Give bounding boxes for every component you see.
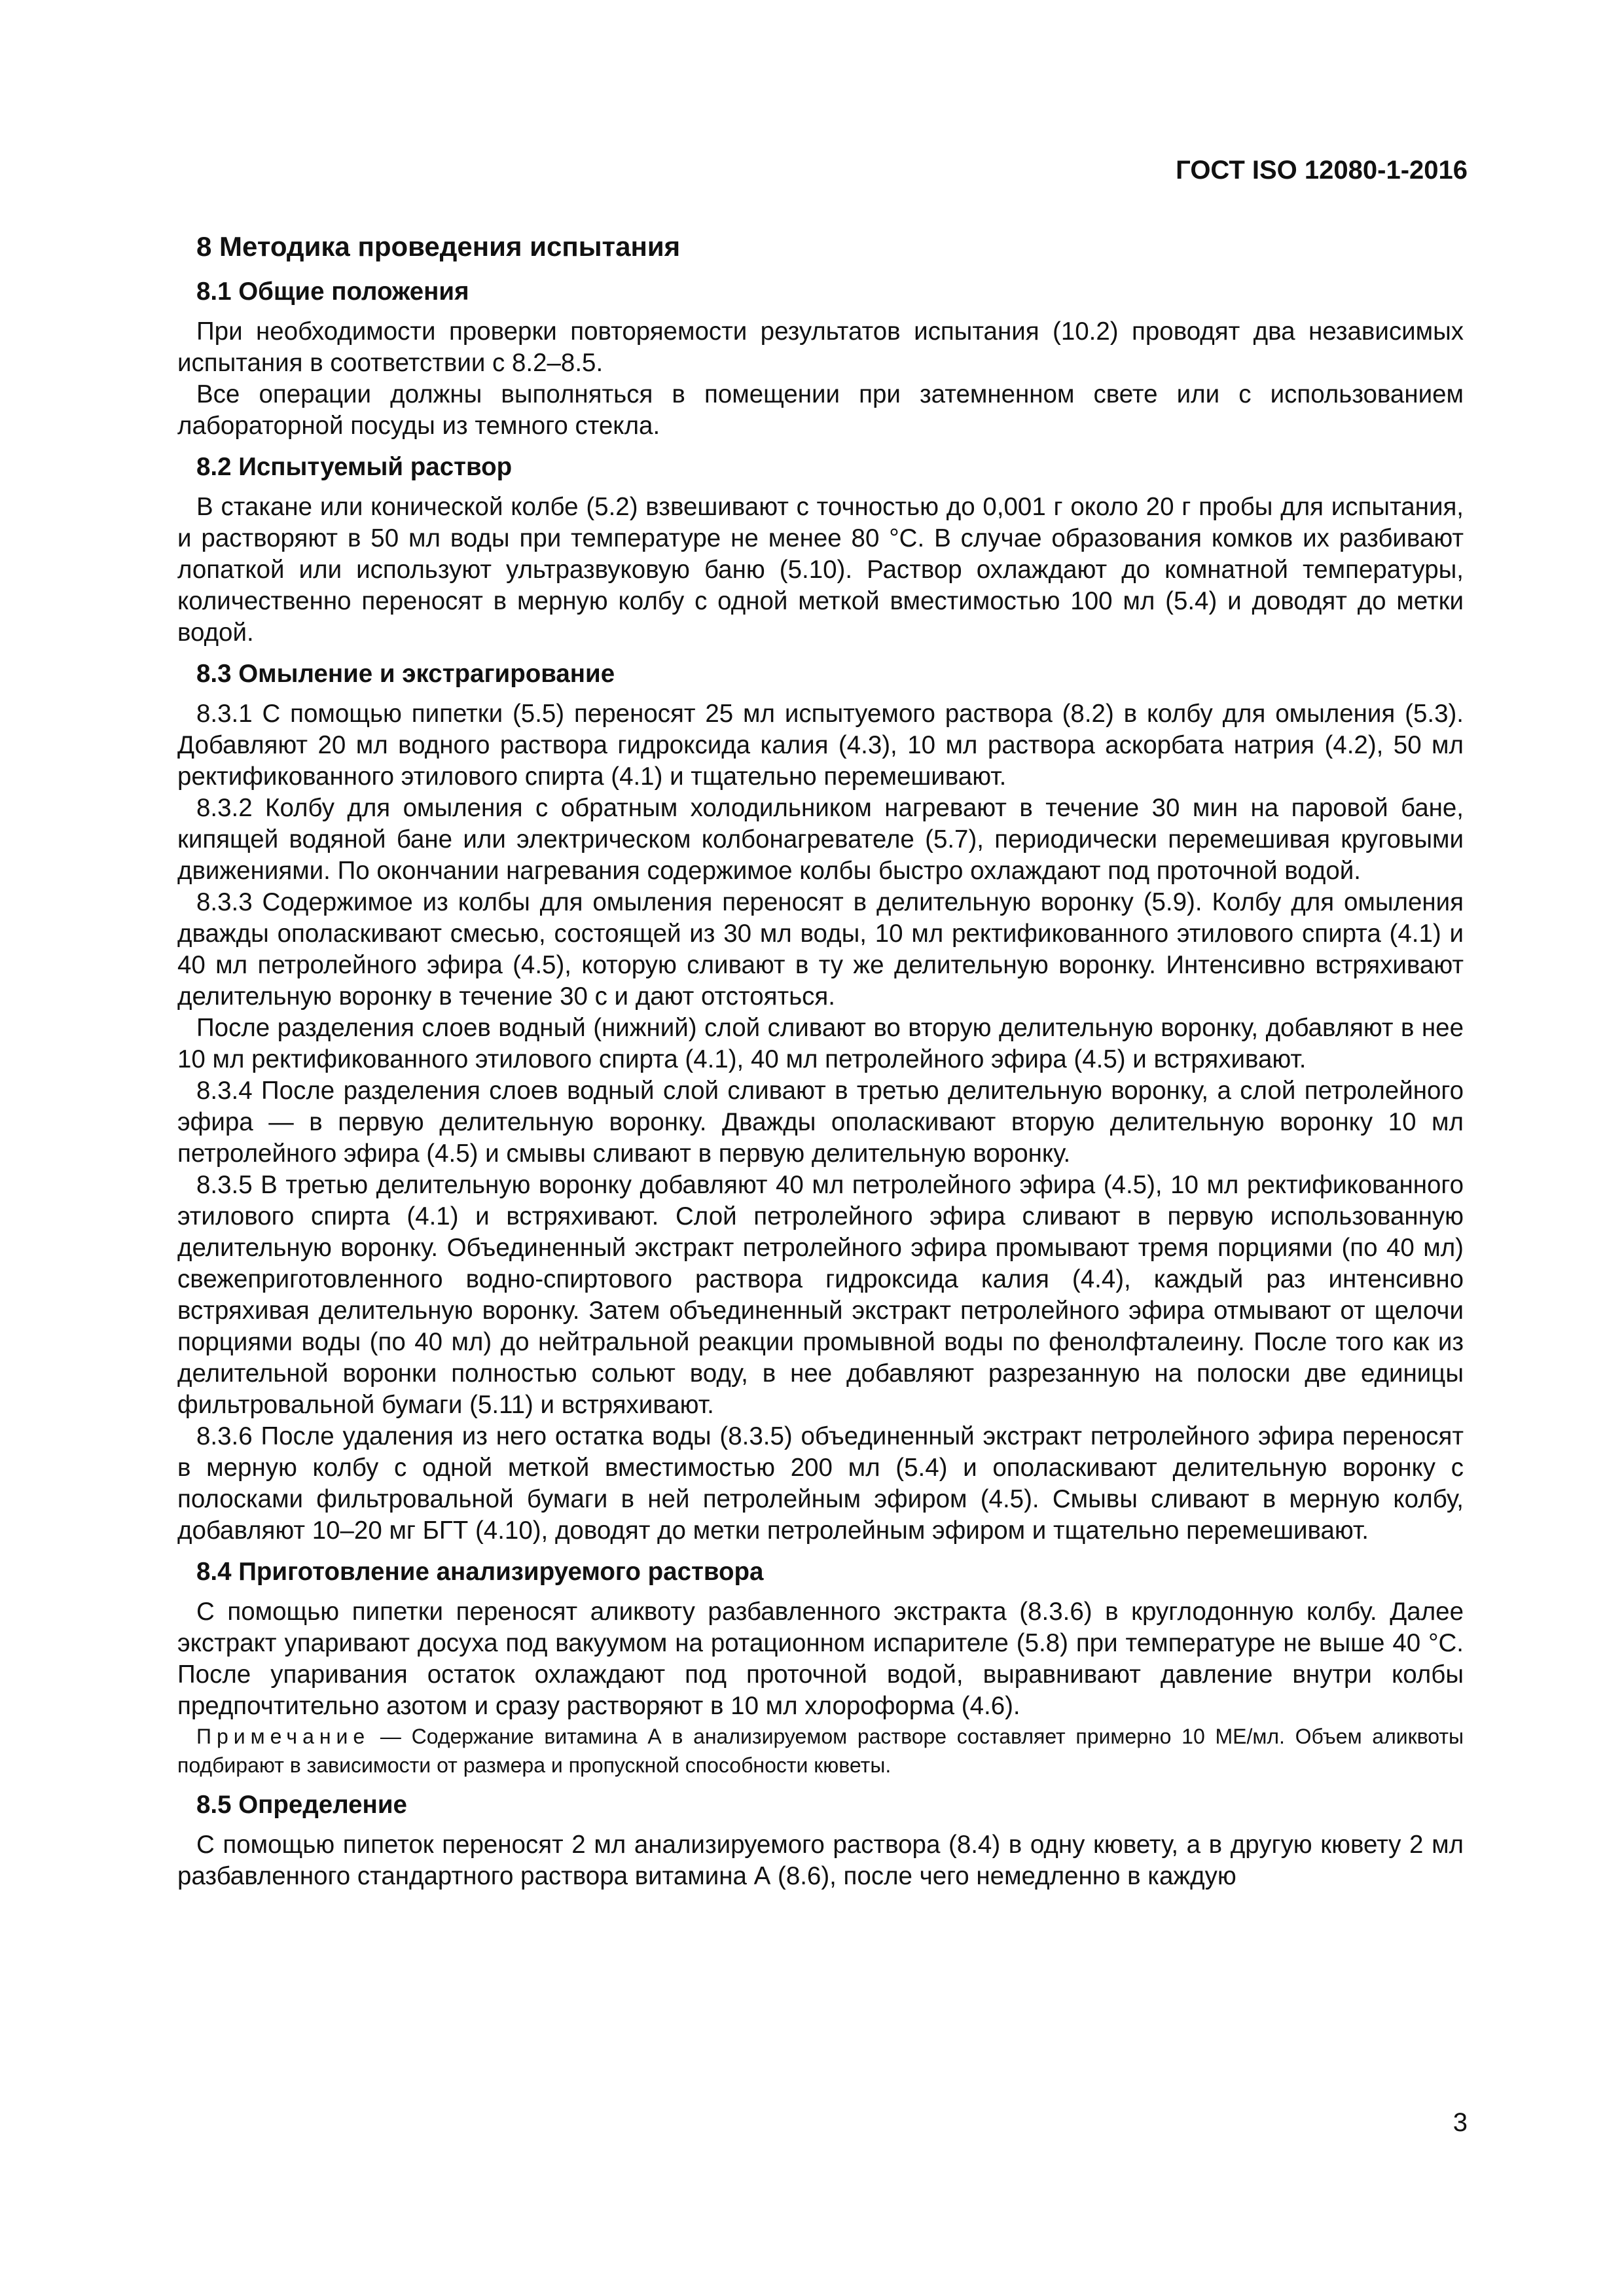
- document-body: [177, 227, 1464, 1892]
- paragraph: После разделения слоев водный (нижний) слой сливают во вторую делительную воронку, добавляют в нее 10 мл ректификованного этилового спирта (4.1), 40 мл петролейного эфира (4.5) и встряхивают.: [177, 1014, 1464, 1073]
- paragraph: С помощью пипетки переносят аликвоту разбавленного экстракта (8.3.6) в круглодонную колбу. Далее экстракт упаривают досуха под вакуумом на ротационном испарителе (5.8) при температуре не выше 40 °С. После упаривания остаток охлаждают под проточной водой, выравнивают давление внутри колбы предпочтительно азотом и сразу растворяют в 10 мл хлороформа (4.6).: [177, 1598, 1464, 1720]
- paragraph: 8.3.3 Содержимое из колбы для омыления переносят в делительную воронку (5.9). Колбу для омыления дважды ополаскивают смесью, состоящей из 30 мл воды, 10 мл ректификованного этилового спирта (4.1) и 40 мл петролейного эфира (4.5), которую сливают в ту же делительную воронку. Интенсивно встряхивают делительную воронку в течение 30 с и дают отстояться.: [177, 888, 1464, 1011]
- paragraph: В стакане или конической колбе (5.2) взвешивают с точностью до 0,001 г около 20 г пробы для испытания, и растворяют в 50 мл воды при температуре не менее 80 °С. В случае образования комков их разбивают лопаткой или используют ультразвуковую баню (5.10). Раствор охлаждают до комнатной температуры, количественно переносят в мерную колбу с одной меткой вместимостью 100 мл (5.4) и доводят до метки водой.: [177, 493, 1464, 647]
- document-header: ГОСТ ISO 12080-1-2016: [1176, 156, 1468, 185]
- paragraph: 8.3.1 С помощью пипетки (5.5) переносят 25 мл испытуемого раствора (8.2) в колбу для омыления (5.3). Добавляют 20 мл водного раствора гидроксида калия (4.3), 10 мл раствора аскорбата натрия (4.2), 50 мл ректификованного этилового спирта (4.1) и тщательно перемешивают.: [177, 700, 1464, 791]
- note-label: Примечание: [196, 1725, 370, 1748]
- paragraph: Все операции должны выполняться в помещении при затемненном свете или с использованием лабораторной посуды из темного стекла.: [177, 380, 1464, 440]
- subsection-title-8-3: 8.3 Омыление и экстрагирование: [196, 660, 615, 688]
- subsection-title-8-1: 8.1 Общие положения: [196, 278, 469, 306]
- paragraph: 8.3.2 Колбу для омыления с обратным холодильником нагревают в течение 30 мин на паровой бане, кипящей водяной бане или электрическом колбонагревателе (5.7), периодически перемешивая круговыми движениями. По окончании нагревания содержимое колбы быстро охлаждают под проточной водой.: [177, 794, 1464, 885]
- paragraph: 8.3.5 В третью делительную воронку добавляют 40 мл петролейного эфира (4.5), 10 мл ректификованного этилового спирта (4.1) и встряхивают. Слой петролейного эфира сливают в первую использованную делительную воронку. Объединенный экстракт петролейного эфира промывают тремя порциями (по 40 мл) свежеприготовленного водно-спиртового раствора гидроксида калия (4.4), каждый раз интенсивно встряхивая делительную воронку. Затем объединенный экстракт петролейного эфира отмывают от щелочи порциями воды (по 40 мл) до нейтральной реакции промывной воды по фенолфталеину. После того как из делительной воронки полностью сольют воду, в нее добавляют разрезанную на полоски две единицы фильтровальной бумаги (5.11) и встряхивают.: [177, 1171, 1464, 1419]
- section-title: 8 Методика проведения испытания: [196, 231, 681, 262]
- subsection-title-8-4: 8.4 Приготовление анализируемого раствора: [196, 1558, 764, 1586]
- note: [177, 1722, 1464, 1780]
- note-text: — Содержание витамина А в анализируемом растворе составляет примерно 10 МЕ/мл. Объем аликвоты подбирают в зависимости от размера и пропускной способности кюветы.: [177, 1725, 1464, 1777]
- subsection-title-8-5: 8.5 Определение: [196, 1791, 407, 1819]
- page-number: 3: [1453, 2108, 1468, 2137]
- paragraph: При необходимости проверки повторяемости результатов испытания (10.2) проводят два независимых испытания в соответствии с 8.2–8.5.: [177, 317, 1464, 377]
- paragraph: 8.3.4 После разделения слоев водный слой сливают в третью делительную воронку, а слой петролейного эфира — в первую делительную воронку. Дважды ополаскивают вторую делительную воронку 10 мл петролейного эфира (4.5) и смывы сливают в первую делительную воронку.: [177, 1077, 1464, 1168]
- paragraph: С помощью пипеток переносят 2 мл анализируемого раствора (8.4) в одну кювету, а в другую кювету 2 мл разбавленного стандартного раствора витамина А (8.6), после чего немедленно в каждую: [177, 1831, 1464, 1890]
- paragraph: 8.3.6 После удаления из него остатка воды (8.3.5) объединенный экстракт петролейного эфира переносят в мерную колбу с одной меткой вместимостью 200 мл (5.4) и ополаскивают делительную воронку с полосками фильтровальной бумаги в ней петролейным эфиром (4.5). Смывы сливают в мерную колбу, добавляют 10–20 мг БГТ (4.10), доводят до метки петролейным эфиром и тщательно перемешивают.: [177, 1422, 1464, 1545]
- subsection-title-8-2: 8.2 Испытуемый раствор: [196, 453, 513, 481]
